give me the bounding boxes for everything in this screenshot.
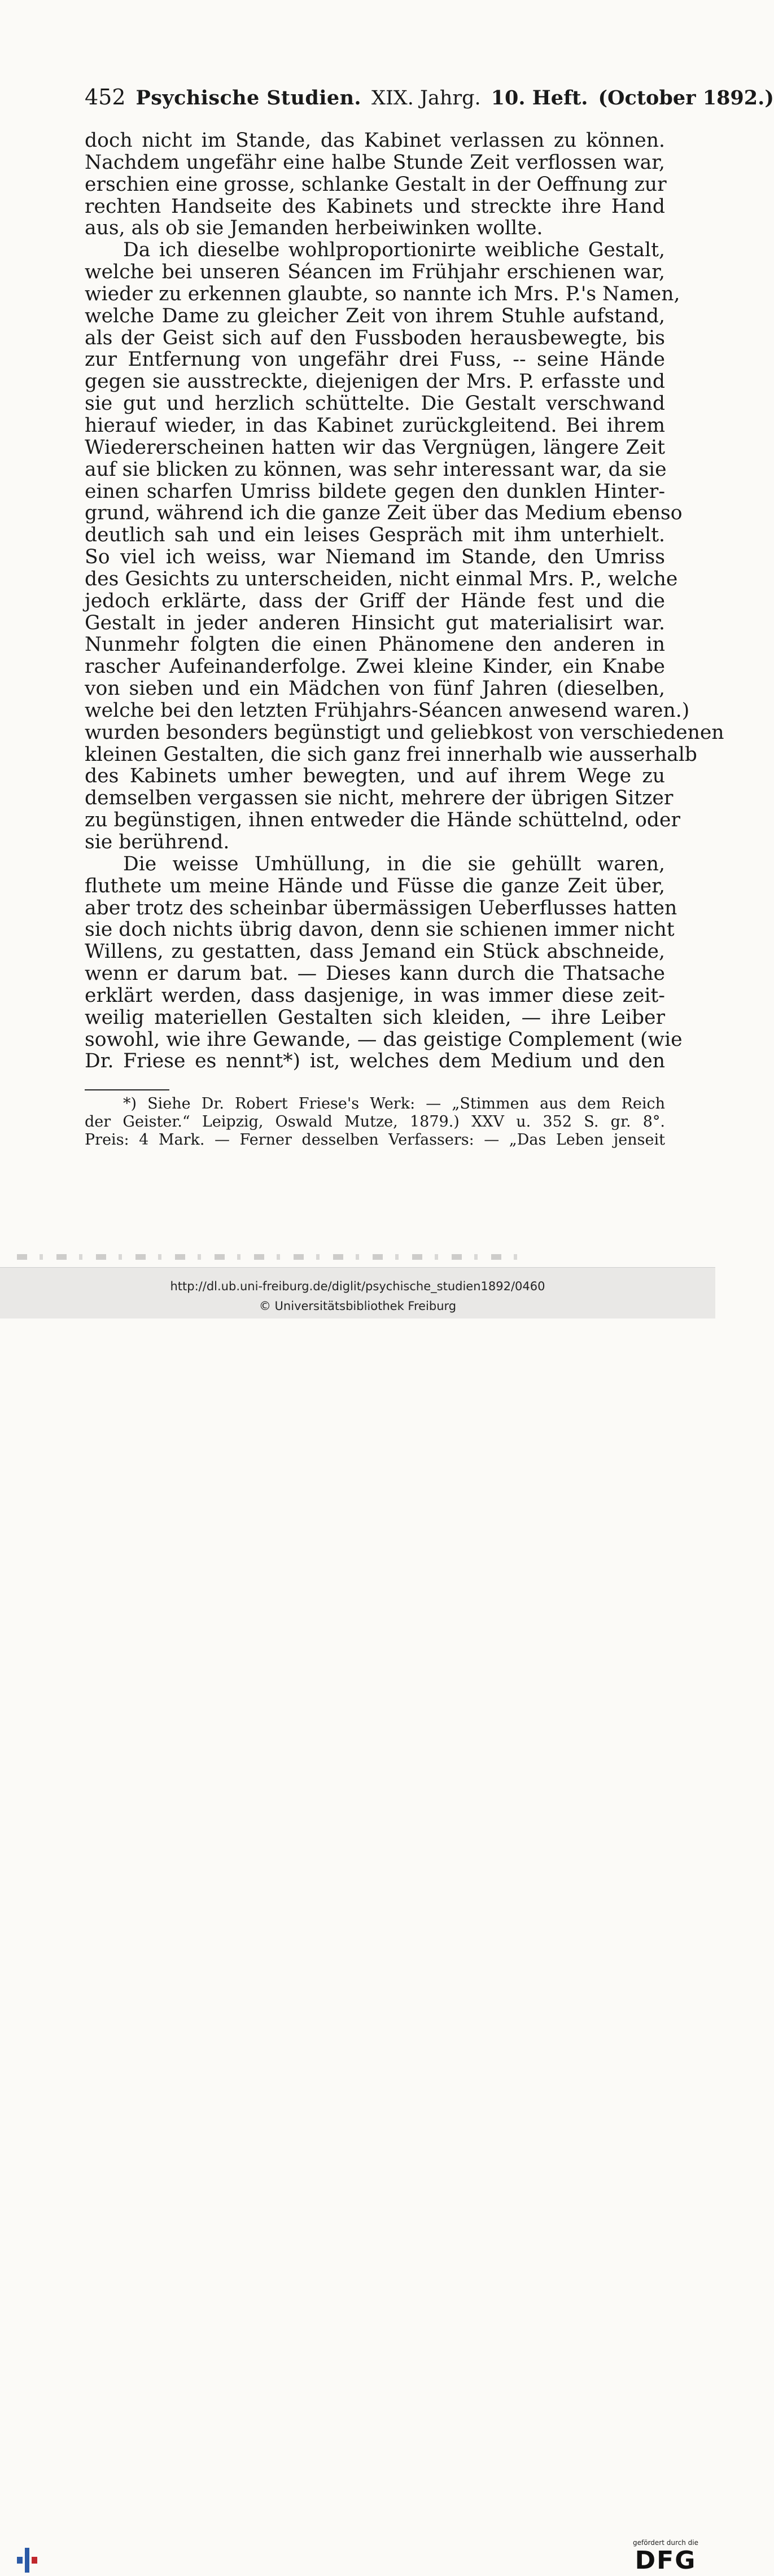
footnote-block [85, 1095, 665, 1149]
text-line: auf sie blicken zu können, was sehr interessant war, da sie [85, 458, 667, 481]
text-line: wurden besonders begünstigt und geliebkost von verschiedenen [85, 721, 724, 744]
text-line: fluthete um meine Hände und Füsse die ganze Zeit über, [85, 874, 665, 897]
copyright-notice: © Universitätsbibliothek Freiburg [259, 1299, 457, 1313]
footnote-line: Preis: 4 Mark. — Ferner desselben Verfassers: — „Das Leben jenseit [85, 1131, 665, 1149]
text-line: Willens, zu gestatten, dass Jemand ein Stück abschneide, [85, 940, 665, 963]
dfg-logo: DFG [635, 2546, 697, 2575]
text-line: zur Entfernung von ungefähr drei Fuss, -- seine Hände [85, 348, 665, 371]
text-line: sie berührend. [85, 831, 230, 853]
text-line: Nachdem ungefähr eine halbe Stunde Zeit verflossen war, [85, 151, 665, 174]
text-line: sie gut und herzlich schüttelte. Die Gestalt verschwand [85, 392, 665, 415]
text-line: hierauf wieder, in das Kabinet zurückgleitend. Bei ihrem [85, 414, 665, 437]
footnote-divider [85, 1089, 169, 1090]
text-line: grund, während ich die ganze Zeit über das Medium ebenso [85, 502, 683, 525]
text-line: sie doch nichts übrig davon, denn sie schienen immer nicht [85, 918, 675, 941]
text-line: demselben vergassen sie nicht, mehrere der übrigen Sitzer [85, 787, 674, 810]
text-line: Da ich dieselbe wohlproportionirte weibliche Gestalt, [123, 239, 665, 262]
text-line: Dr. Friese es nennt*) ist, welches dem Medium und den [85, 1050, 665, 1073]
sponsor-text: gefördert durch die [633, 2539, 698, 2547]
issue-label: 10. Heft. [491, 86, 588, 109]
issue-date: (October 1892.) [598, 86, 774, 109]
volume-label: XIX. Jahrg. [371, 87, 481, 109]
footnote-line: *) Siehe Dr. Robert Friese's Werk: — „Stimmen aus dem Reich [123, 1095, 665, 1112]
text-line: welche bei den letzten Frühjahrs-Séancen anwesend waren.) [85, 699, 690, 722]
dfg-sponsor [626, 2539, 705, 2575]
footnote-line: der Geister.“ Leipzig, Oswald Mutze, 1879.) XXV u. 352 S. gr. 8°. [85, 1113, 665, 1131]
text-line: welche bei unseren Séancen im Frühjahr erschienen war, [85, 261, 665, 284]
text-line: jedoch erklärte, dass der Griff der Hände fest und die [85, 589, 665, 612]
text-line: von sieben und ein Mädchen von fünf Jahren (dieselben, [85, 677, 665, 700]
text-line: wieder zu erkennen glaubte, so nannte ich Mrs. P.'s Namen, [85, 282, 680, 305]
text-line: rechten Handseite des Kabinets und streckte ihre Hand [85, 195, 665, 218]
document-page [0, 0, 774, 1267]
text-line: aus, als ob sie Jemanden herbeiwinken wollte. [85, 217, 543, 240]
source-url-link[interactable]: http://dl.ub.uni-freiburg.de/diglit/psychische_studien1892/0460 [170, 1280, 545, 1293]
text-line: rascher Aufeinanderfolge. Zwei kleine Kinder, ein Knabe [85, 655, 665, 678]
text-line: des Kabinets umher bewegten, und auf ihrem Wege zu [85, 765, 665, 788]
running-header [85, 85, 774, 113]
text-line: deutlich sah und ein leises Gespräch mit ihm unterhielt. [85, 524, 665, 547]
library-logo-icon [17, 2544, 44, 2576]
text-line: einen scharfen Umriss bildete gegen den dunklen Hinter- [85, 480, 665, 503]
text-line: Gestalt in jeder anderen Hinsicht gut materialisirt war. [85, 611, 665, 634]
text-line: sowohl, wie ihre Gewande, — das geistige Complement (wie [85, 1028, 683, 1051]
main-text-block [85, 129, 724, 1073]
text-line: doch nicht im Stande, das Kabinet verlassen zu können. [85, 129, 665, 152]
text-line: zu begünstigen, ihnen entweder die Hände schüttelnd, oder [85, 809, 681, 832]
text-line: gegen sie ausstreckte, diejenigen der Mrs. P. erfasste und [85, 370, 665, 393]
text-line: Nunmehr folgten die einen Phänomene den anderen in [85, 633, 665, 656]
text-line: So viel ich weiss, war Niemand im Stande, den Umriss [85, 546, 665, 569]
text-line: erklärt werden, dass dasjenige, in was immer diese zeit- [85, 984, 665, 1007]
text-line: Die weisse Umhüllung, in die sie gehüllt waren, [123, 852, 665, 875]
text-line: kleinen Gestalten, die sich ganz frei innerhalb wie ausserhalb [85, 743, 697, 766]
text-line: erschien eine grosse, schlanke Gestalt in der Oeffnung zur [85, 173, 667, 196]
journal-title: Psychische Studien. [135, 86, 362, 109]
text-line: welche Dame zu gleicher Zeit von ihrem Stuhle aufstand, [85, 304, 665, 327]
text-line: als der Geist sich auf den Fussboden herausbewegte, bis [85, 326, 665, 349]
text-line: wenn er darum bat. — Dieses kann durch die Thatsache [85, 962, 665, 985]
text-line: Wiedererscheinen hatten wir das Vergnügen, längere Zeit [85, 436, 665, 459]
scan-artifact [17, 1254, 525, 1260]
text-line: weilig materiellen Gestalten sich kleiden, — ihre Leiber [85, 1006, 665, 1029]
text-line: des Gesichts zu unterscheiden, nicht einmal Mrs. P., welche [85, 567, 678, 590]
text-line: aber trotz des scheinbar übermässigen Ueberflusses hatten [85, 896, 677, 919]
page-number: 452 [85, 85, 126, 109]
